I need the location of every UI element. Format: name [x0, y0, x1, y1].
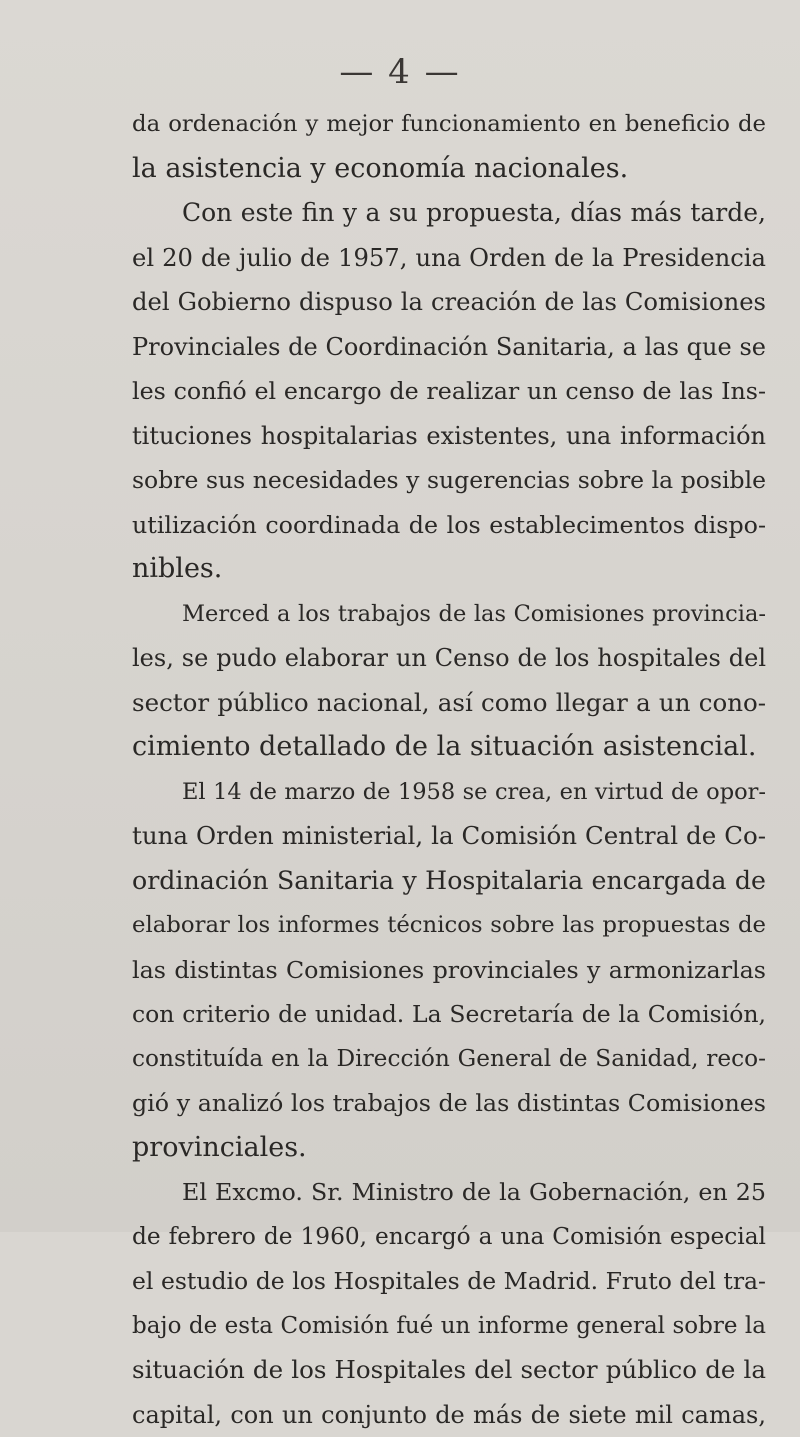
text-line: las distintas Comisiones provinciales y armonizarlas — [132, 948, 766, 993]
text-line: tituciones hospitalarias existentes, una información — [132, 414, 766, 459]
text-line: el estudio de los Hospitales de Madrid. Fruto del tra- — [132, 1259, 766, 1304]
text-line: la asistencia y economía nacionales. — [132, 147, 766, 192]
text-line: les confió el encargo de realizar un censo de las Ins- — [132, 369, 766, 414]
text-line: sector público nacional, así como llegar a un cono- — [132, 681, 766, 726]
text-line: Provinciales de Coordinación Sanitaria, a las que se — [132, 325, 766, 370]
text-line: constituída en la Dirección General de Sanidad, reco- — [132, 1037, 766, 1082]
page-number: — 4 — — [0, 52, 800, 92]
text-line: con criterio de unidad. La Secretaría de la Comisión, — [132, 992, 766, 1037]
text-line: el 20 de julio de 1957, una Orden de la Presidencia — [132, 236, 766, 281]
text-line: da ordenación y mejor funcionamiento en beneficio de — [132, 102, 766, 147]
text-line: bajo de esta Comisión fué un informe general sobre la — [132, 1304, 766, 1349]
text-line: ordinación Sanitaria y Hospitalaria encargada de — [132, 859, 766, 904]
body-text — [132, 102, 766, 1437]
text-line: Con este fin y a su propuesta, días más tarde, — [132, 191, 766, 236]
text-line: El 14 de marzo de 1958 se crea, en virtud de opor- — [132, 770, 766, 815]
text-line: El Excmo. Sr. Ministro de la Gobernación, en 25 — [132, 1170, 766, 1215]
text-line: cimiento detallado de la situación asistencial. — [132, 725, 766, 770]
text-line: elaborar los informes técnicos sobre las propuestas de — [132, 903, 766, 948]
text-line: les, se pudo elaborar un Censo de los hospitales del — [132, 636, 766, 681]
text-line: provinciales. — [132, 1126, 766, 1171]
text-line: capital, con un conjunto de más de siete mil camas, — [132, 1393, 766, 1437]
text-line: gió y analizó los trabajos de las distintas Comisiones — [132, 1081, 766, 1126]
text-line: nibles. — [132, 547, 766, 592]
text-line: situación de los Hospitales del sector público de la — [132, 1348, 766, 1393]
text-line: tuna Orden ministerial, la Comisión Central de Co- — [132, 814, 766, 859]
text-line: sobre sus necesidades y sugerencias sobre la posible — [132, 458, 766, 503]
text-line: utilización coordinada de los establecimentos dispo- — [132, 503, 766, 548]
text-line: de febrero de 1960, encargó a una Comisión especial — [132, 1215, 766, 1260]
text-line: Merced a los trabajos de las Comisiones provincia- — [132, 592, 766, 637]
text-line: del Gobierno dispuso la creación de las Comisiones — [132, 280, 766, 325]
